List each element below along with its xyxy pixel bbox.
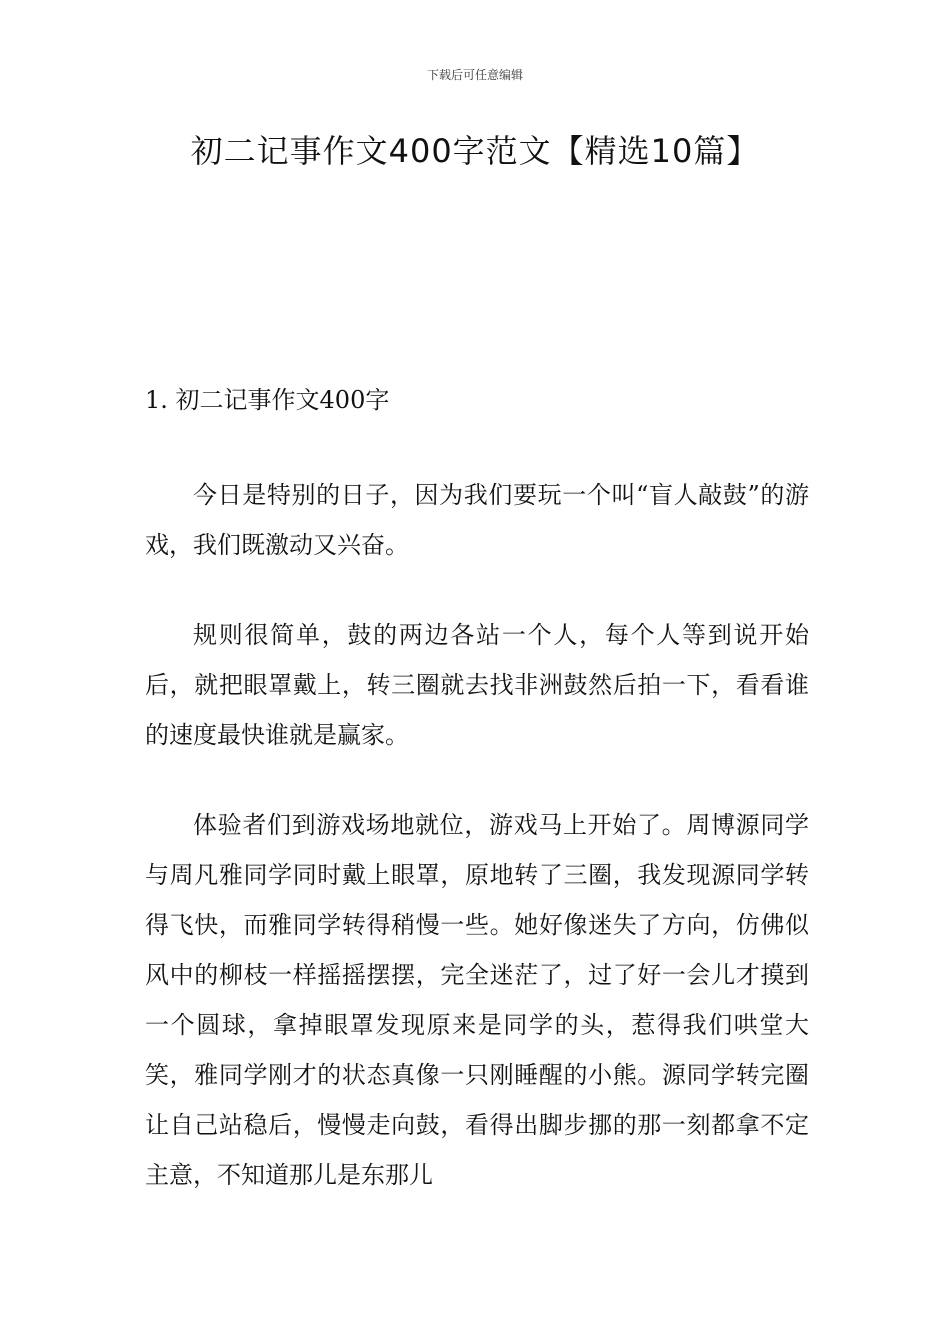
- header-note: 下载后可任意编辑: [426, 68, 523, 82]
- document-title: 初二记事作文400字范文【精选10篇】: [190, 132, 760, 170]
- paragraph: 今日是特别的日子，因为我们要玩一个叫“盲人敲鼓”的游戏，我们既激动又兴奋。: [145, 481, 809, 559]
- document-body: [145, 378, 809, 1240]
- paragraph: 规则很简单，鼓的两边各站一个人，每个人等到说开始后，就把眼罩戴上，转三圈就去找非洲鼓然后拍一下，看看谁的速度最快谁就是赢家。: [145, 621, 809, 749]
- section-heading: 1. 初二记事作文400字: [145, 386, 390, 414]
- paragraph: 体验者们到游戏场地就位，游戏马上开始了。周博源同学与周凡雅同学同时戴上眼罩，原地转了三圈，我发现源同学转得飞快，而雅同学转得稍慢一些。她好像迷失了方向，仿佛似风中的柳枝一样摇摇摆摆，完全迷茫了，过了好一会儿才摸到一个圆球，拿掉眼罩发现原来是同学的头，惹得我们哄堂大笑，雅同学刚才的状态真像一只刚睡醒的小熊。源同学转完圈让自己站稳后，慢慢走向鼓，看得出脚步挪的那一刻都拿不定主意，不知道那儿是东那儿: [145, 811, 809, 1189]
